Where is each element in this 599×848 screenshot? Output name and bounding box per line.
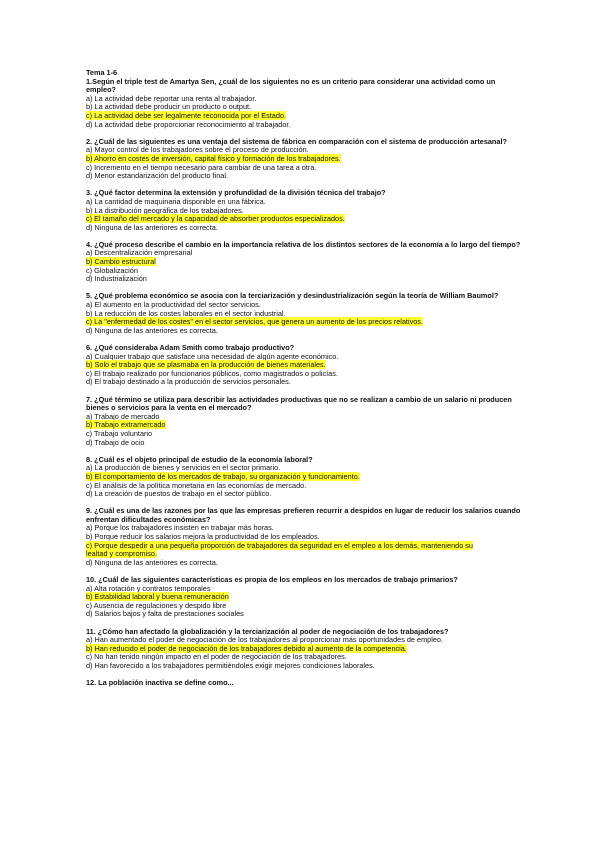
answer-option-text: b) Ahorro en costes de inversión, capital físico y formación de los trabajadores.	[86, 153, 341, 163]
answer-option-text: b) Han reducido el poder de negociación de los trabajadores debido al aumento de la competencia.	[86, 643, 407, 653]
question-block-5	[86, 292, 526, 335]
answer-option-text: lealtad y compromiso.	[86, 549, 157, 559]
answer-option	[86, 559, 526, 568]
answer-option-text: b) La actividad debe producir un producto o output.	[86, 102, 252, 112]
answer-option-text: b) Trabajo extramercado	[86, 420, 166, 430]
answer-option	[86, 490, 526, 499]
answer-option	[86, 430, 526, 439]
answer-option-text: c) El análisis de la política monetaria en las economías de mercado.	[86, 480, 307, 490]
question-block-1	[86, 78, 526, 130]
answer-option-text: c) Porque despedir a una pequeña proporción de trabajadores da seguridad en el empleo a los demás, manteniendo su	[86, 540, 473, 550]
answer-option-text: b) Porque reducir los salarios mejora la productividad de los empleados.	[86, 532, 320, 542]
question-stem: 5. ¿Qué problema económico se asocia con la terciarización y desindustrialización según la teoría de William Baumol?	[86, 291, 499, 301]
question-stem: 4. ¿Qué proceso describe el cambio en la importancia relativa de los distintos sectores de la economía a lo largo del tiempo?	[86, 239, 521, 249]
question-stem: 9. ¿Cuál es una de las razones por las que las empresas prefieren recurrir a despidos en lugar de reducir los salarios cuando enfrentan dificultades económicas?	[86, 506, 521, 524]
answer-option-text: c) Ausencia de regulaciones y despido libre	[86, 600, 227, 610]
question-block-10	[86, 576, 526, 619]
answer-option-text: a) Mayor control de los trabajadores sobre el proceso de producción.	[86, 145, 309, 155]
answer-option-text: a) El aumento en la productividad del sector servicios.	[86, 300, 261, 310]
answer-option-text: d) Salarios bajos y falta de prestaciones sociales	[86, 609, 244, 619]
answer-option-text: c) Incremento en el tiempo necesario para cambiar de una tarea a otra.	[86, 162, 317, 172]
answer-option-text: b) La reducción de los costes laborales en el sector industrial.	[86, 308, 286, 318]
document-title: Tema 1-6	[86, 68, 118, 77]
answer-option-text: d) Industrialización	[86, 274, 147, 284]
answer-option	[86, 224, 526, 233]
answer-option	[86, 267, 526, 276]
answer-option	[86, 662, 526, 671]
answer-option-text: d) La creación de puestos de trabajo en el sector público.	[86, 489, 272, 499]
answer-option-text: d) Ninguna de las anteriores es correcta.	[86, 325, 218, 335]
question-block-4	[86, 241, 526, 284]
answer-option	[86, 121, 526, 130]
question-block-2	[86, 138, 526, 181]
question-block-3	[86, 189, 526, 232]
question-block-6	[86, 344, 526, 387]
answer-option-text: c) La "enfermedad de los costes" en el sector servicios, que genera un aumento de los precios relativos.	[86, 317, 423, 327]
question-stem: 6. ¿Qué consideraba Adam Smith como trabajo productivo?	[86, 343, 295, 352]
answer-option-text: c) El tamaño del mercado y la capacidad de absorber productos especializados.	[86, 214, 345, 224]
answer-option	[86, 610, 526, 619]
answer-option-text: c) La actividad debe ser legalmente reconocida por el Estado.	[86, 110, 286, 120]
answer-option-text: b) El comportamiento de los mercados de trabajo, su organización y funcionamiento.	[86, 471, 360, 481]
answer-option-text: a) La actividad debe reportar una renta al trabajador.	[86, 93, 257, 103]
answer-option-text: d) Ninguna de las anteriores es correcta.	[86, 557, 218, 567]
question-stem: 2. ¿Cuál de las siguientes es una ventaja del sistema de fábrica en comparación con el sistema de producción artesanal?	[86, 136, 507, 146]
answer-option-text: d) Han favorecido a los trabajadores permitiéndoles exigir mejores condiciones laborales.	[86, 660, 375, 670]
question-block-11	[86, 628, 526, 671]
answer-option-text: d) La actividad debe proporcionar reconocimiento al trabajador.	[86, 119, 291, 129]
answer-option	[86, 172, 526, 181]
question-stem: 1.Según el triple test de Amartya Sen, ¿cuál de los siguientes no es un criterio para considerar una actividad como un empleo?	[86, 76, 496, 95]
answer-option-text: b) Estabilidad laboral y buena remuneración	[86, 592, 229, 602]
answer-option	[86, 439, 526, 448]
question-stem: 7. ¿Qué término se utiliza para describir las actividades productivas que no se realizan a cambio de un salario ni producen bienes o servicios para la venta en el mercado?	[86, 394, 512, 413]
answer-option-highlighted	[86, 258, 526, 267]
question-stem: 8. ¿Cuál es el objeto principal de estudio de la economía laboral?	[86, 454, 313, 464]
question-list	[86, 78, 526, 671]
question-stem: 11. ¿Cómo han afectado la globalización y la terciarización al poder de negociación de los trabajadores?	[86, 626, 449, 636]
answer-option-text: d) Trabajo de ocio	[86, 437, 145, 447]
answer-option-text: a) Alta rotación y contratos temporales	[86, 583, 211, 593]
answer-option-text: c) No han tenido ningún impacto en el poder de negociación de los trabajadores.	[86, 652, 347, 662]
answer-option-text: a) Han aumentado el poder de negociación de los trabajadores al proporcionar más oportunidades de empleo.	[86, 635, 443, 645]
answer-option-text: d) El trabajo destinado a la producción de servicios personales.	[86, 377, 291, 387]
question-stem: 10. ¿Cuál de las siguientes características es propia de los empleos en los mercados de trabajo primarios?	[86, 575, 458, 585]
answer-option-text: b) Solo el trabajo que se plasmaba en la producción de bienes materiales.	[86, 360, 326, 370]
answer-option	[86, 378, 526, 387]
answer-option-text: d) Menor estandarización del producto final.	[86, 171, 228, 181]
answer-option-text: a) Cualquier trabajo que satisface una necesidad de algún agente económico.	[86, 351, 339, 361]
answer-option-text: a) Descentralización empresarial	[86, 248, 193, 258]
question-block-9	[86, 507, 526, 567]
answer-option-text: c) Trabajo voluntario	[86, 428, 153, 438]
document-page	[86, 69, 526, 688]
answer-option-text: a) Porque los trabajadores insisten en trabajar más horas.	[86, 523, 274, 533]
answer-option	[86, 327, 526, 336]
answer-option-text: b) La distribución geográfica de los trabajadores.	[86, 205, 244, 215]
question-12: 12. La población inactiva se define como...	[86, 678, 234, 688]
question-stem: 3. ¿Qué factor determina la extensión y profundidad de la división técnica del trabajo?	[86, 188, 386, 198]
answer-option-text: a) Trabajo de mercado	[86, 411, 160, 421]
answer-option-text: c) Globalización	[86, 265, 138, 275]
answer-option-text: a) La cantidad de maquinaria disponible en una fábrica.	[86, 196, 266, 206]
answer-option-text: d) Ninguna de las anteriores es correcta.	[86, 222, 218, 232]
answer-option	[86, 275, 526, 284]
answer-option-text: c) El trabajo realizado por funcionarios públicos, como magistrados o policías.	[86, 368, 338, 378]
answer-option-text: b) Cambio estructural	[86, 257, 156, 267]
question-block-7	[86, 396, 526, 448]
answer-option-text: a) La producción de bienes y servicios en el sector primario.	[86, 463, 281, 473]
question-block-8	[86, 456, 526, 499]
